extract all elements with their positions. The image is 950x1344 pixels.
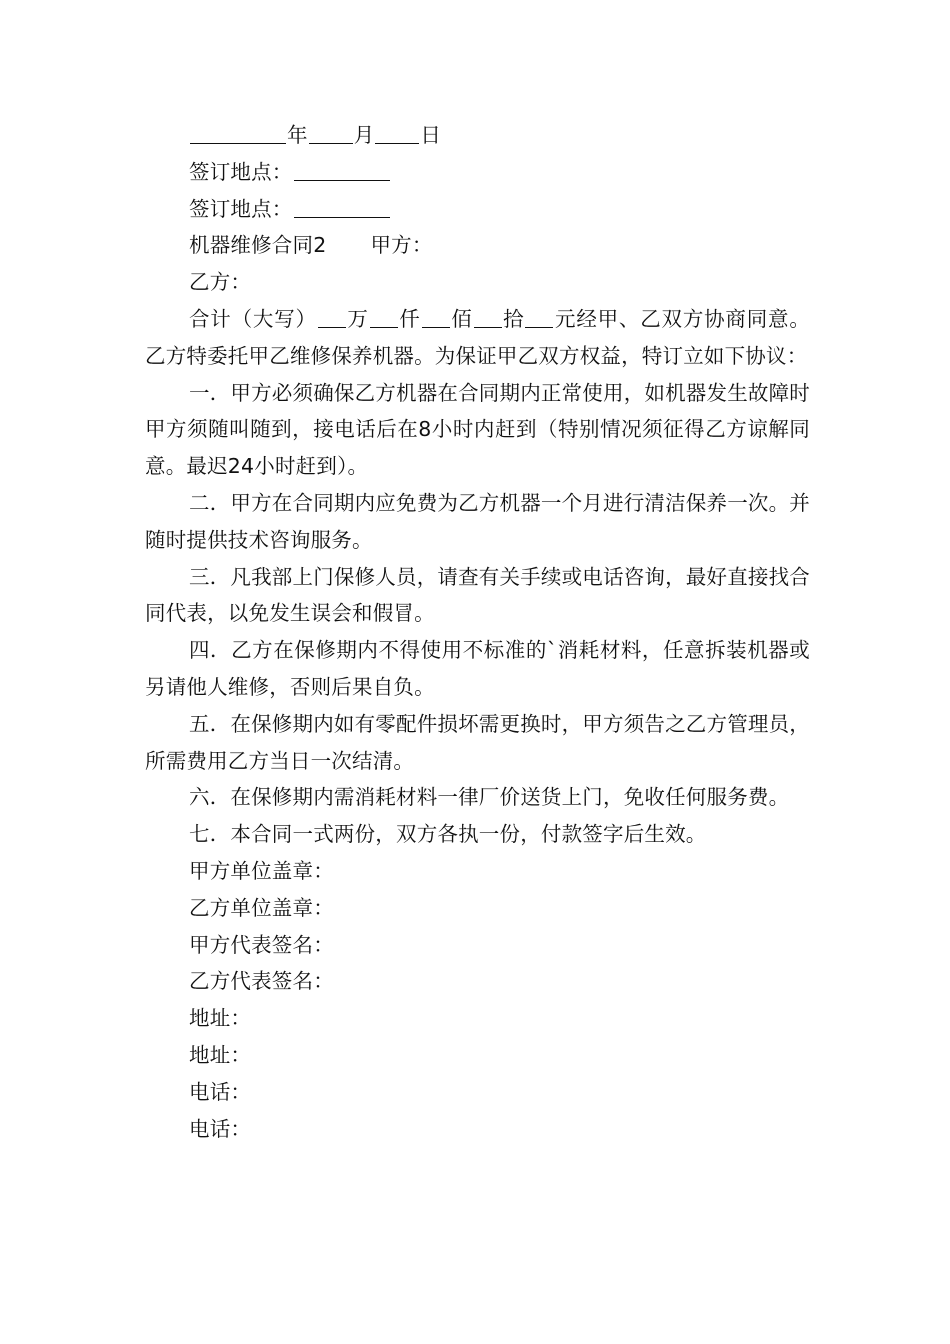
year-blank — [190, 123, 286, 145]
party-b-label: 乙方： — [189, 270, 252, 295]
month-label: 月 — [353, 123, 375, 147]
clause-1: 一．甲方必须确保乙方机器在合同期内正常使用，如机器发生故障时甲方须随叫随到，接电话后在8小时内赶到（特别情况须征得乙方谅解同意。最迟24小时赶到）。 — [145, 380, 810, 479]
unit-bai: 佰 — [450, 306, 473, 331]
unit-qian: 仟 — [398, 306, 421, 331]
address-line-2: 地址： — [189, 1042, 252, 1067]
intro-text: 经甲、乙双方协商同意。乙方特委托甲乙维修保养机器。为保证甲乙双方权益，特订立如下协议： — [145, 306, 811, 368]
clause-7: 七．本合同一式两份，双方各执一份，付款签字后生效。 — [189, 822, 707, 847]
clause-5: 五．在保修期内如有零配件损坏需更换时，甲方须告之乙方管理员，所需费用乙方当日一次结清。 — [145, 711, 810, 773]
sign-place-label: 签订地点： — [189, 196, 293, 221]
title-line — [145, 227, 810, 264]
party-b-seal-line: 乙方单位盖章： — [189, 895, 334, 920]
contract-body — [145, 117, 810, 1147]
clause-4: 四．乙方在保修期内不得使用不标准的`消耗材料，任意拆装机器或另请他人维修，否则后果自负。 — [145, 638, 810, 699]
party-b-line — [145, 264, 810, 301]
date-line — [145, 117, 810, 154]
clause-2: 二．甲方在合同期内应免费为乙方机器一个月进行清洁保养一次。并随时提供技术咨询服务。 — [145, 490, 810, 552]
sign-place-line-2 — [145, 191, 810, 228]
unit-yuan: 元 — [554, 306, 577, 331]
month-blank — [309, 123, 353, 145]
party-a-seal-line: 甲方单位盖章： — [189, 858, 334, 883]
sign-place-blank — [294, 160, 390, 182]
party-a-label: 甲方： — [370, 233, 433, 258]
day-label: 日 — [420, 123, 442, 147]
party-a-rep-line: 甲方代表签名： — [189, 932, 334, 957]
phone-line-1: 电话： — [189, 1079, 252, 1104]
sign-place-blank — [294, 197, 390, 219]
phone-line-2: 电话： — [189, 1116, 252, 1141]
sign-place-line-1 — [145, 154, 810, 191]
sign-place-label: 签订地点： — [189, 159, 293, 184]
unit-wan: 万 — [346, 306, 369, 331]
address-line-1: 地址： — [189, 1006, 252, 1031]
party-b-rep-line: 乙方代表签名： — [189, 969, 334, 994]
total-prefix: 合计（大写） — [189, 306, 317, 331]
day-blank — [375, 123, 419, 145]
year-label: 年 — [287, 123, 308, 147]
clause-6: 六．在保修期内需消耗材料一律厂价送货上门，免收任何服务费。 — [189, 785, 790, 810]
clause-3: 三．凡我部上门保修人员，请查有关手续或电话咨询，最好直接找合同代表，以免发生误会和假冒。 — [145, 564, 810, 626]
contract-title: 机器维修合同2 — [189, 233, 327, 258]
intro-paragraph — [145, 301, 810, 375]
unit-shi: 拾 — [502, 306, 525, 331]
